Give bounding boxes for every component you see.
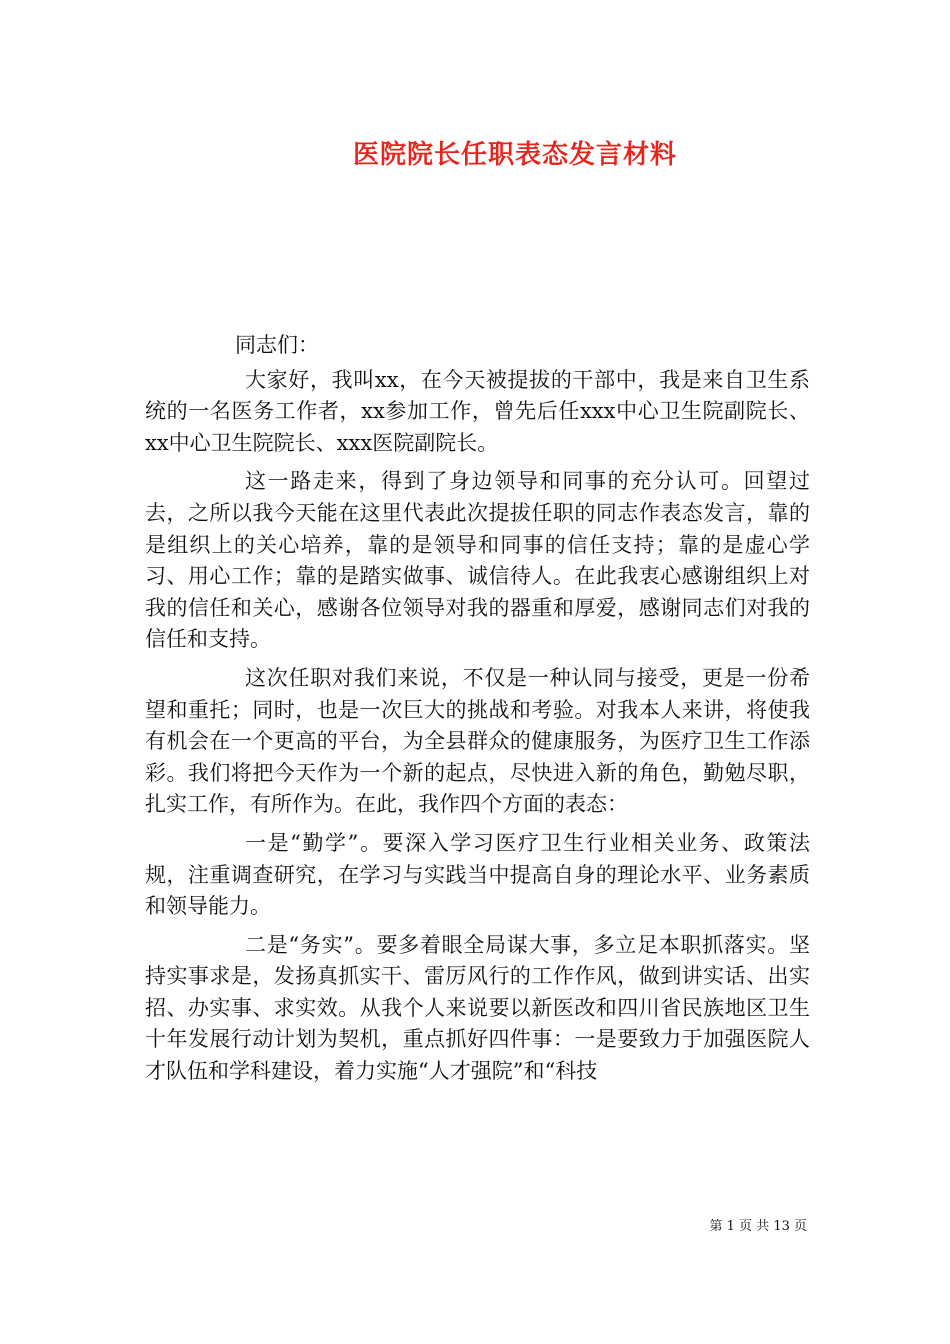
paragraph-4: 一是“勤学”。要深入学习医疗卫生行业相关业务、政策法规，注重调查研究，在学习与实践当中提高自身的理论水平、业务素质和领导能力。 [145, 830, 810, 919]
paragraph-1: 大家好，我叫xx，在今天被提拔的干部中，我是来自卫生系统的一名医务工作者，xx参加工作，曾先后任xxx中心卫生院副院长、xx中心卫生院院长、xxx医院副院长。 [145, 367, 810, 455]
paragraph-3: 这次任职对我们来说，不仅是一种认同与接受，更是一份希望和重托；同时，也是一次巨大的挑战和考验。对我本人来讲，将使我有机会在一个更高的平台，为全县群众的健康服务，为医疗卫生工作添彩。我们将把今天作为一个新的起点，尽快进入新的角色，勤勉尽职，扎实工作，有所作为。在此，我作四个方面的表态： [145, 665, 810, 817]
page-number: 第 1 页 共 13 页 [709, 1219, 807, 1234]
paragraph-2: 这一路走来，得到了身边领导和同事的充分认可。回望过去，之所以我今天能在这里代表此次提拔任职的同志作表态发言，靠的是组织上的关心培养，靠的是领导和同事的信任支持；靠的是虚心学习、用心工作；靠的是踏实做事、诚信待人。在此我衷心感谢组织上对我的信任和关心，感谢各位领导对我的器重和厚爱，感谢同志们对我的信任和支持。 [145, 469, 810, 652]
document-body [145, 330, 810, 1095]
document-title: 医院院长任职表态发言材料 [352, 140, 677, 170]
paragraph-5: 二是“务实”。要多着眼全局谋大事，多立足本职抓落实。坚持实事求是，发扬真抓实干、雷厉风行的工作作风，做到讲实话、出实招、办实事、求实效。从我个人来说要以新医改和四川省民族地区卫生十年发展行动计划为契机，重点抓好四件事：一是要致力于加强医院人才队伍和学科建设，着力实施“人才强院”和“科技 [145, 932, 810, 1084]
salutation: 同志们： [235, 333, 319, 357]
